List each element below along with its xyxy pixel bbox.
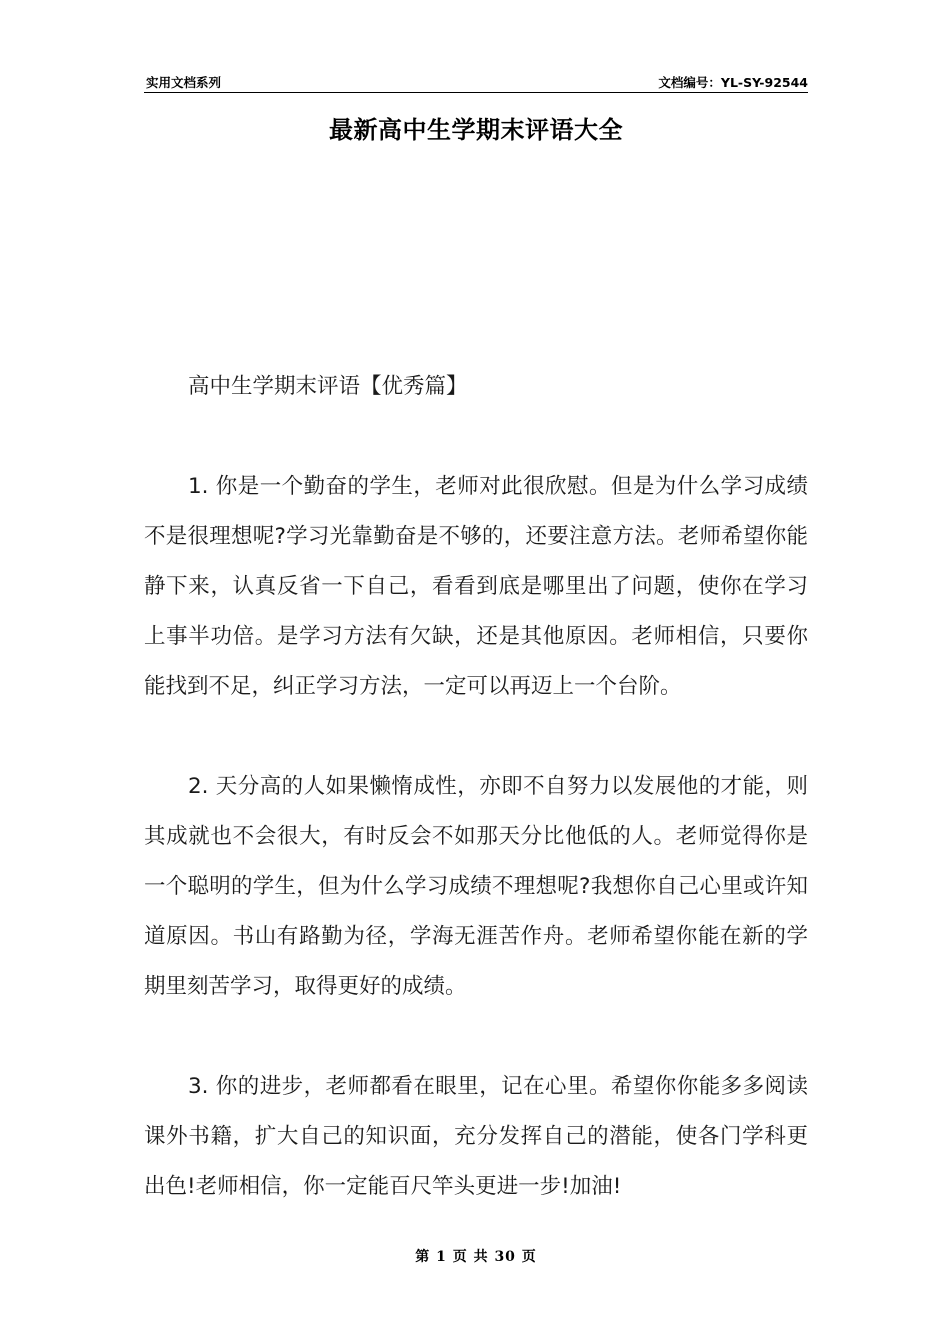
comment-paragraph-2: 2. 天分高的人如果懒惰成性，亦即不自努力以发展他的才能，则其成就也不会很大，有时反会不如那天分比他低的人。老师觉得你是一个聪明的学生，但为什么学习成绩不理想呢?我想你自己心里或许知道原因。书山有路勤为径，学海无涯苦作舟。老师希望你能在新的学期里刻苦学习，取得更好的成绩。 bbox=[144, 774, 808, 999]
document-title: 最新高中生学期末评语大全 bbox=[329, 116, 623, 144]
section-heading: 高中生学期末评语【优秀篇】 bbox=[188, 374, 468, 399]
comment-paragraph-3: 3. 你的进步，老师都看在眼里，记在心里。希望你你能多多阅读课外书籍，扩大自己的知识面，充分发挥自己的潜能，使各门学科更出色!老师相信，你一定能百尺竿头更进一步!加油! bbox=[144, 1074, 808, 1199]
paragraph-spacer bbox=[144, 412, 808, 462]
document-series: 实用文档系列 bbox=[146, 75, 222, 90]
document-body bbox=[144, 362, 808, 1212]
document-number: 文档编号：YL-SY-92544 bbox=[658, 75, 808, 90]
paragraph-spacer bbox=[144, 712, 808, 762]
page-footer: 第 1 页 共 30 页 bbox=[415, 1249, 537, 1265]
page-header bbox=[144, 72, 808, 93]
comment-paragraph-1: 1. 你是一个勤奋的学生，老师对此很欣慰。但是为什么学习成绩不是很理想呢?学习光靠勤奋是不够的，还要注意方法。老师希望你能静下来，认真反省一下自己，看看到底是哪里出了问题，使你在学习上事半功倍。是学习方法有欠缺，还是其他原因。老师相信，只要你能找到不足，纠正学习方法，一定可以再迈上一个台阶。 bbox=[144, 474, 808, 699]
paragraph-spacer bbox=[144, 1012, 808, 1062]
